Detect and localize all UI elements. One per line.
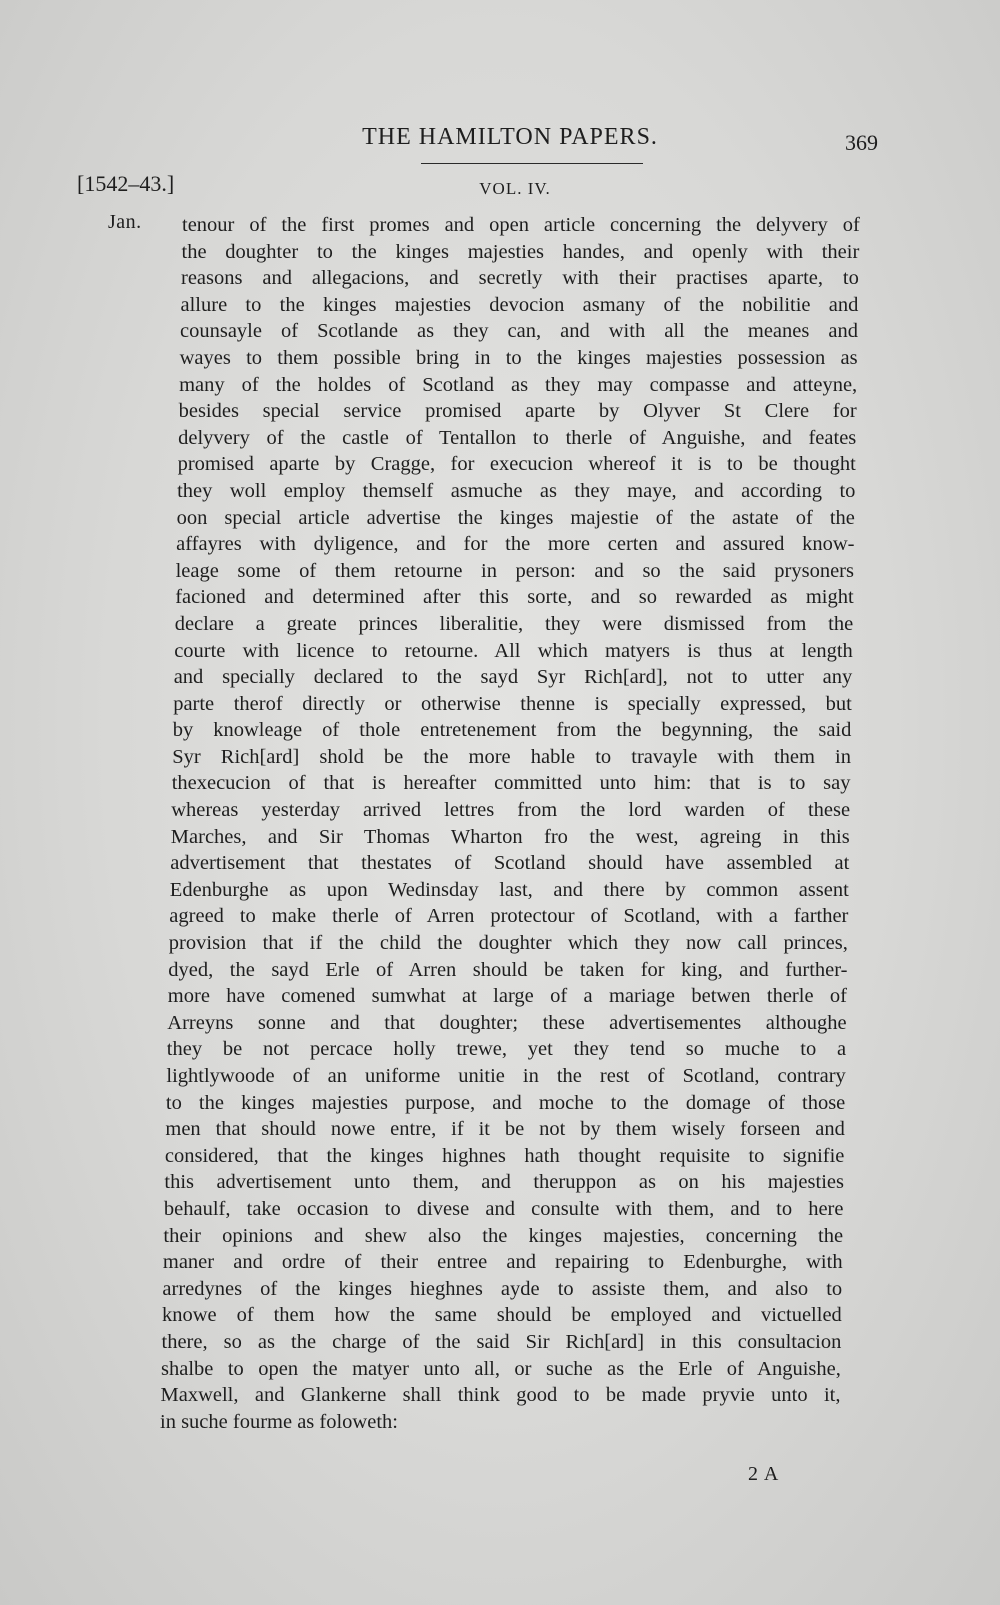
text-line: Edenburghe as upon Wedinsday last, and there by common assent (169, 878, 849, 901)
text-line: whereas yesterday arrived lettres from the lord warden of these (171, 799, 851, 822)
text-line: courte with licence to retourne. All which matyers is thus at length (174, 639, 853, 662)
text-line: many of the holdes of Scotland as they may compasse and atteyne, (179, 373, 858, 396)
book-title: THE HAMILTON PAPERS. (362, 124, 658, 150)
text-line: knowe of them how the same should be employed and victuelled (162, 1304, 842, 1327)
text-line: men that should nowe entre, if it be not by them wisely forseen and (165, 1118, 845, 1141)
text-line: affayres with dyligence, and for the more certen and assured know- (176, 533, 855, 556)
text-line: their opinions and shew also the kinges majesties, concerning the (163, 1224, 844, 1247)
text-line: facioned and determined after this sorte, and so rewarded as might (175, 586, 854, 609)
text-line: and specially declared to the sayd Syr Rich[ard], not to utter any (173, 666, 853, 689)
text-line: provision that if the child the doughter which they now call princes, (168, 932, 848, 955)
text-line: wayes to them possible bring in to the kinges majesties possession as (179, 346, 858, 369)
signature-mark: 2 A (748, 1463, 780, 1485)
text-line: dyed, the sayd Erle of Arren should be taken for king, and further- (168, 958, 848, 981)
text-line: reasons and allegacions, and secretly with their practises aparte, to (181, 267, 859, 290)
text-line: delyvery of the castle of Tentallon to therle of Anguishe, and feates (178, 426, 857, 449)
text-line: allure to the kinges majesties devocion asmany of the nobilitie and (180, 293, 859, 316)
header-rule (421, 163, 643, 164)
text-line: counsayle of Scotlande as they can, and with all the meanes and (180, 320, 858, 343)
body-text (160, 212, 860, 1435)
text-line: maner and ordre of their entree and repairing to Edenburghe, with (162, 1251, 843, 1274)
text-line: shalbe to open the matyer unto all, or suche as the Erle of Anguishe, (161, 1357, 841, 1380)
text-line: arredynes of the kinges hieghnes ayde to assiste them, and also to (162, 1277, 843, 1300)
text-line: advertisement that thestates of Scotland should have assembled at (170, 852, 850, 875)
text-line: they be not percace holly trewe, yet they tend so muche to a (166, 1038, 847, 1061)
text-line: behaulf, take occasion to divese and consulte with them, and to here (163, 1197, 844, 1220)
date-range: [1542–43.] (77, 171, 175, 196)
text-line: by knowleage of thole entretenement from the begynning, the said (172, 719, 852, 742)
text-line: to the kinges majesties purpose, and moche to the domage of those (165, 1091, 846, 1114)
text-line: Maxwell, and Glankerne shall think good to be made pryvie unto it, (160, 1384, 841, 1407)
text-line: they woll employ themself asmuche as they maye, and according to (177, 479, 856, 502)
text-line: this advertisement unto them, and theruppon as on his majesties (164, 1171, 844, 1194)
text-line: lightlywoode of an uniforme unitie in the rest of Scotland, contrary (166, 1065, 846, 1087)
text-line: declare a greate princes liberalitie, they were dismissed from the (174, 612, 854, 635)
text-line: tenour of the first promes and open article concerning the delyvery of (182, 214, 860, 236)
text-line: the doughter to the kinges majesties handes, and openly with their (181, 240, 860, 263)
text-line: Syr Rich[ard] shold be the more hable to travayle with them in (172, 745, 851, 768)
text-line: in suche fourme as foloweth: (160, 1410, 398, 1433)
text-line: besides special service promised aparte by Olyver St Clere for (178, 400, 857, 423)
text-line: oon special article advertise the kinges majestie of the astate of the (176, 506, 855, 529)
text-line: more have comened sumwhat at large of a mariage betwen therle of (167, 985, 847, 1008)
page-number: 369 (845, 130, 878, 155)
volume-label: VOL. IV. (479, 179, 551, 198)
text-line: promised aparte by Cragge, for execucion whereof it is to be thought (177, 453, 856, 476)
text-line: Arreyns sonne and that doughter; these advertisementes althoughe (167, 1011, 847, 1034)
text-line: agreed to make therle of Arren protectour of Scotland, with a farther (169, 905, 849, 928)
text-line: considered, that the kinges highnes hath thought requisite to signifie (164, 1144, 845, 1167)
margin-note: Jan. (108, 211, 142, 233)
text-line: thexecucion of that is hereafter committed unto him: that is to say (171, 772, 851, 795)
text-line: Marches, and Sir Thomas Wharton fro the west, agreing in this (170, 825, 850, 848)
text-line: leage some of them retourne in person: and so the said prysoners (175, 559, 854, 582)
text-line: there, so as the charge of the said Sir Rich[ard] in this consultacion (161, 1330, 842, 1353)
text-line: parte therof directly or otherwise thenne is specially expressed, but (173, 692, 852, 715)
running-head (0, 124, 1000, 164)
